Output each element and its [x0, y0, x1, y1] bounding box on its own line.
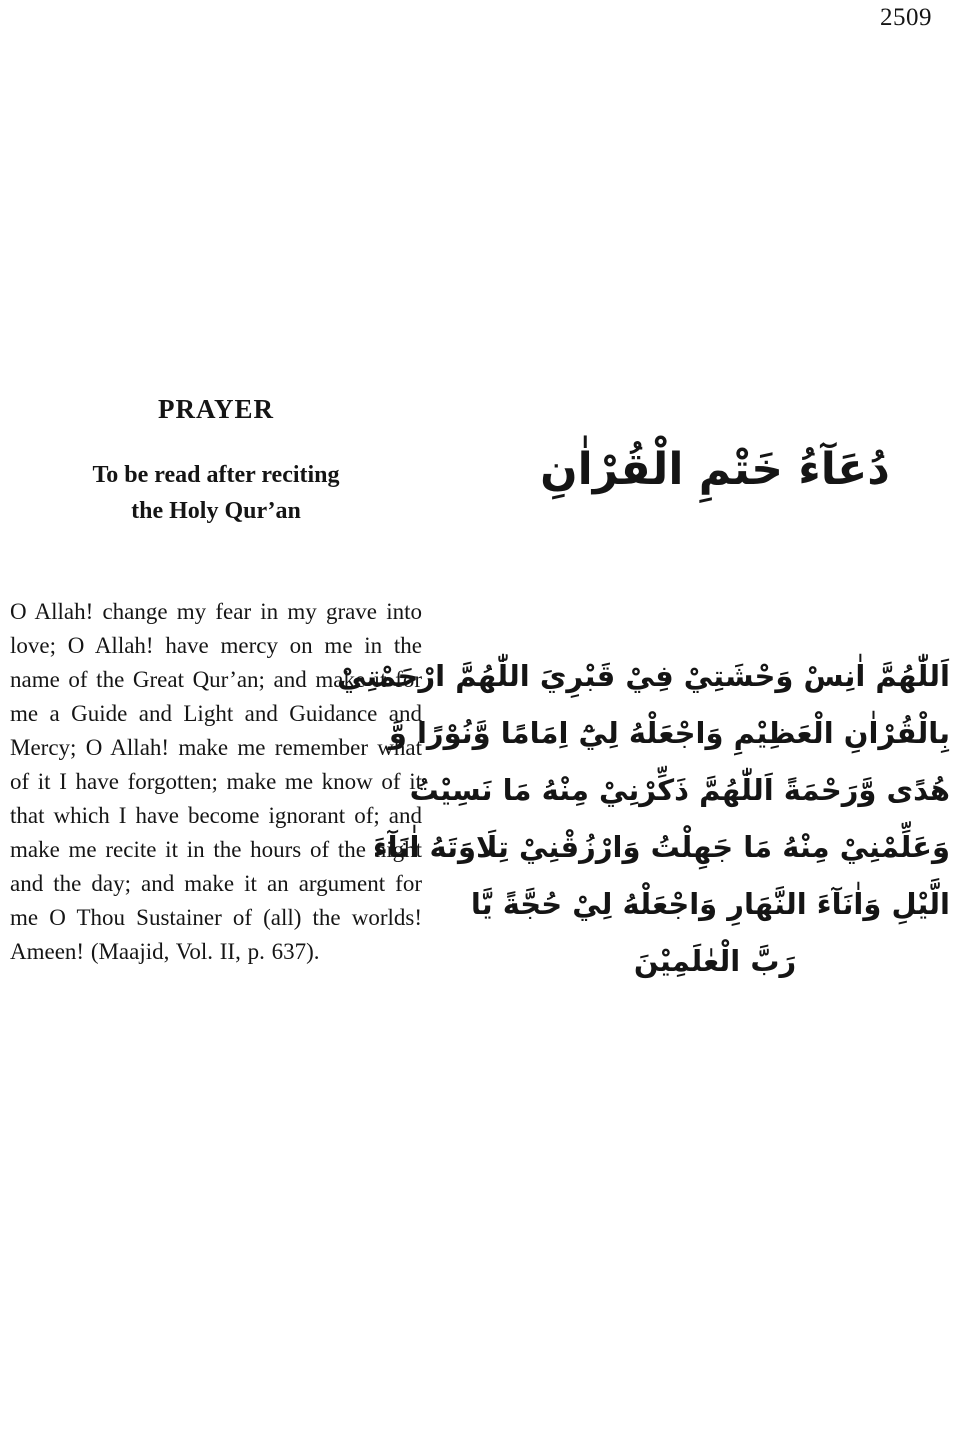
arabic-prayer-text: [336, 648, 950, 990]
prayer-heading: PRAYER: [157, 394, 275, 424]
text-line: وَعَلِّمْنِيْ مِنْهُ مَا جَهِلْتُ وَارْزُقْنِيْ تِلَاوَتَهُ اٰنَآءَ: [372, 830, 950, 864]
text-line: To be read after reciting: [92, 462, 340, 488]
text-line: هُدًى وَّرَحْمَةً اَللّٰهُمَّ ذَكِّرْنِيْ مِنْهُ مَا نَسِيْتُ: [409, 773, 950, 807]
text-line: اَللّٰهُمَّ اٰنِسْ وَحْشَتِيْ فِيْ قَبْرِيَ اللّٰهُمَّ ارْحَمْنِيْ: [336, 659, 950, 693]
arabic-title-calligraphy: دُعَآءُ خَتْمِ الْقُرْاٰنِ: [540, 444, 890, 495]
page-number: 2509: [880, 4, 932, 31]
text-line: رَبَّ الْعٰلَمِيْنَ: [633, 944, 797, 978]
text-line: the Holy Qur’an: [131, 498, 301, 524]
text-line: الَّيْلِ وَاٰنَآءَ النَّهَارِ وَاجْعَلْهُ لِيْ حُجَّةً يَّا: [470, 887, 950, 921]
arabic-column: [336, 430, 950, 990]
prayer-subtitle: [10, 457, 422, 529]
prayer-english-text: O Allah! change my fear in my grave into love; O Allah! have mercy on me in the name of the Great Qur’an; and make it for me a Guide and Light and Guidance and Mercy; O Allah! make me remember what of it I have forgotten; make me know of it that which I have become ignorant of; and make me recite it in the hours of the night and the day; and make it an argument for me O Thou Sustainer of (all) the worlds! Ameen! (Maajid, Vol. II, p. 637).: [10, 599, 422, 964]
text-line: بِالْقُرْاٰنِ الْعَظِيْمِ وَاجْعَلْهُ لِيْٓ اِمَامًا وَّنُوْرًا وَّ: [388, 716, 950, 750]
